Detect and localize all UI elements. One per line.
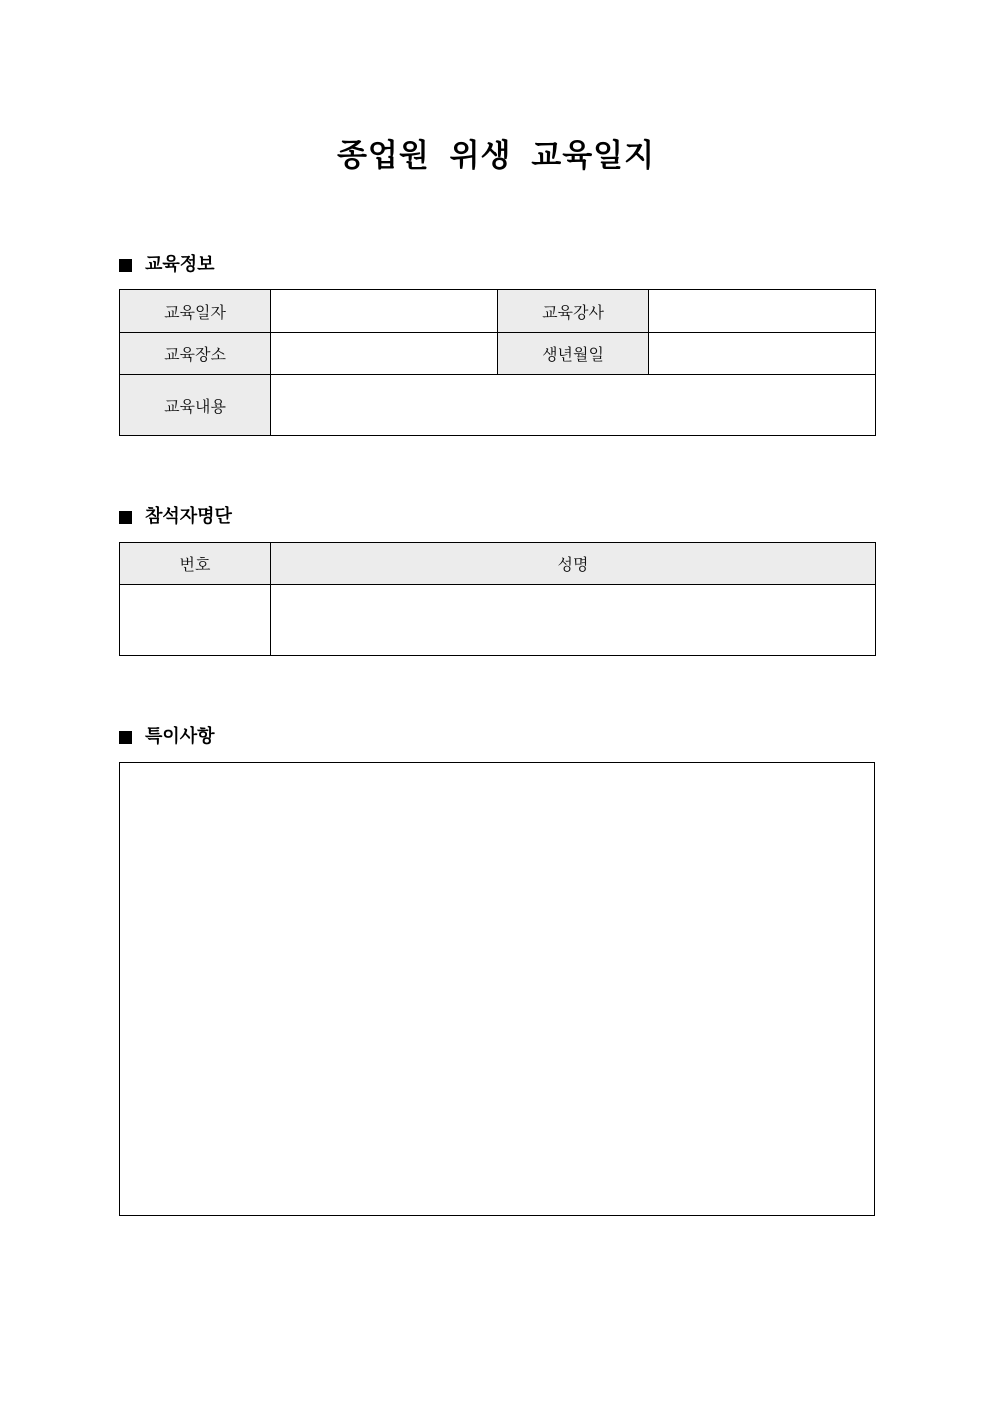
education-info-heading: [119, 253, 215, 277]
table-row: [120, 290, 876, 333]
table-header-row: [120, 543, 876, 585]
square-bullet-icon: [119, 731, 132, 744]
attendee-number-field[interactable]: [120, 585, 271, 656]
education-info-heading-label: 교육정보: [145, 254, 215, 275]
date-label: 교육일자: [120, 290, 271, 333]
content-field[interactable]: [271, 375, 876, 436]
instructor-field[interactable]: [649, 290, 876, 333]
birthdate-field[interactable]: [649, 333, 876, 375]
attendee-name-field[interactable]: [271, 585, 876, 656]
square-bullet-icon: [119, 259, 132, 272]
square-bullet-icon: [119, 511, 132, 524]
table-row: [120, 375, 876, 436]
remarks-heading: [119, 725, 215, 749]
page-title: 종업원 위생 교육일지: [336, 138, 656, 174]
table-row: [120, 585, 876, 656]
content-label: 교육내용: [120, 375, 271, 436]
birthdate-label: 생년월일: [498, 333, 649, 375]
column-header-number: 번호: [120, 543, 271, 585]
location-field[interactable]: [271, 333, 498, 375]
attendees-heading-label: 참석자명단: [145, 506, 232, 527]
attendees-table: [119, 542, 876, 656]
instructor-label: 교육강사: [498, 290, 649, 333]
education-info-table: [119, 289, 876, 436]
remarks-field[interactable]: [119, 762, 875, 1216]
table-row: [120, 333, 876, 375]
attendees-heading: [119, 505, 232, 529]
remarks-heading-label: 특이사항: [145, 726, 215, 747]
column-header-name: 성명: [271, 543, 876, 585]
location-label: 교육장소: [120, 333, 271, 375]
date-field[interactable]: [271, 290, 498, 333]
